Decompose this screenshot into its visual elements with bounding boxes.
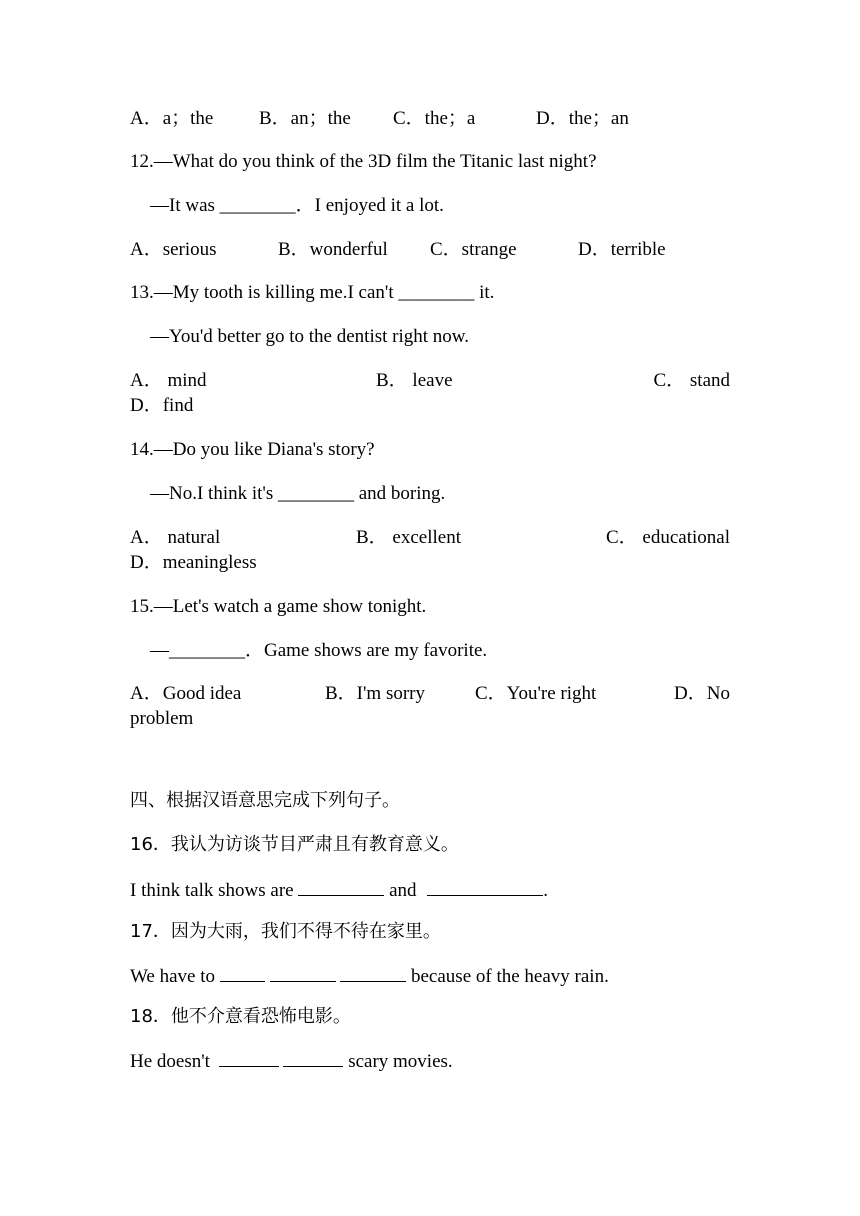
q18-blank-2[interactable] <box>283 1048 343 1067</box>
q17-blank-3[interactable] <box>340 963 406 982</box>
q14-answer: —No.I think it's ________ and boring. <box>150 483 446 504</box>
q17-chinese: 17．因为大雨，我们不得不待在家里。 <box>130 921 441 942</box>
q16-text-before: I think talk shows are <box>130 880 299 901</box>
q15-option-a: A．Good idea <box>130 683 242 704</box>
q17-blank-1[interactable] <box>220 963 265 982</box>
q15-answer: —________．Game shows are my favorite. <box>150 640 488 661</box>
q12-option-d: D．terrible <box>578 239 666 260</box>
q18-text-after: scary movies. <box>343 1051 453 1072</box>
q16-text-mid: and <box>384 880 422 901</box>
q17-english <box>130 963 609 989</box>
q12-question: 12.—What do you think of the 3D film the Titanic last night? <box>130 151 597 172</box>
q15-question: 15.—Let's watch a game show tonight. <box>130 596 427 617</box>
q17-text-before: We have to <box>130 966 220 987</box>
q16-chinese: 16．我认为访谈节目严肃且有教育意义。 <box>130 834 459 855</box>
q18-blank-1[interactable] <box>219 1048 279 1067</box>
q13-option-c: C． stand <box>653 370 730 391</box>
q12-option-c: C．strange <box>430 239 517 260</box>
q14-option-b: B． excellent <box>356 527 461 548</box>
q15-option-b: B．I'm sorry <box>325 683 426 704</box>
q11-option-d: D．the；an <box>536 108 629 129</box>
q17-text-after: because of the heavy rain. <box>406 966 609 987</box>
q18-english <box>130 1048 453 1074</box>
q15-option-d: D．No <box>674 683 730 704</box>
q16-text-after: . <box>543 880 549 901</box>
q16-blank-1[interactable] <box>298 877 384 896</box>
section4-heading: 四、根据汉语意思完成下列句子。 <box>130 790 400 811</box>
q13-option-b: B． leave <box>376 370 453 391</box>
q14-option-a: A． natural <box>130 527 221 548</box>
q13-question: 13.—My tooth is killing me.I can't ________ it. <box>130 282 495 303</box>
q18-text-before: He doesn't <box>130 1051 215 1072</box>
q11-option-c: C．the；a <box>393 108 476 129</box>
q11-option-a: A．a；the <box>130 108 214 129</box>
q13-option-d: D．find <box>130 395 194 416</box>
q12-option-b: B．wonderful <box>278 239 388 260</box>
q14-option-c: C． educational <box>606 527 730 548</box>
q15-option-c: C．You're right <box>475 683 597 704</box>
q12-answer: —It was ________．I enjoyed it a lot. <box>150 195 444 216</box>
q16-blank-2[interactable] <box>427 877 543 896</box>
q16-english <box>130 877 548 903</box>
q18-chinese: 18．他不介意看恐怖电影。 <box>130 1006 351 1027</box>
q13-answer: —You'd better go to the dentist right now. <box>150 326 470 347</box>
q15-option-d-continued: problem <box>130 708 194 729</box>
q14-question: 14.—Do you like Diana's story? <box>130 439 375 460</box>
q17-blank-2[interactable] <box>270 963 336 982</box>
q14-option-d: D．meaningless <box>130 552 257 573</box>
q13-option-a: A． mind <box>130 370 207 391</box>
q11-option-b: B．an；the <box>259 108 351 129</box>
q12-option-a: A．serious <box>130 239 217 260</box>
